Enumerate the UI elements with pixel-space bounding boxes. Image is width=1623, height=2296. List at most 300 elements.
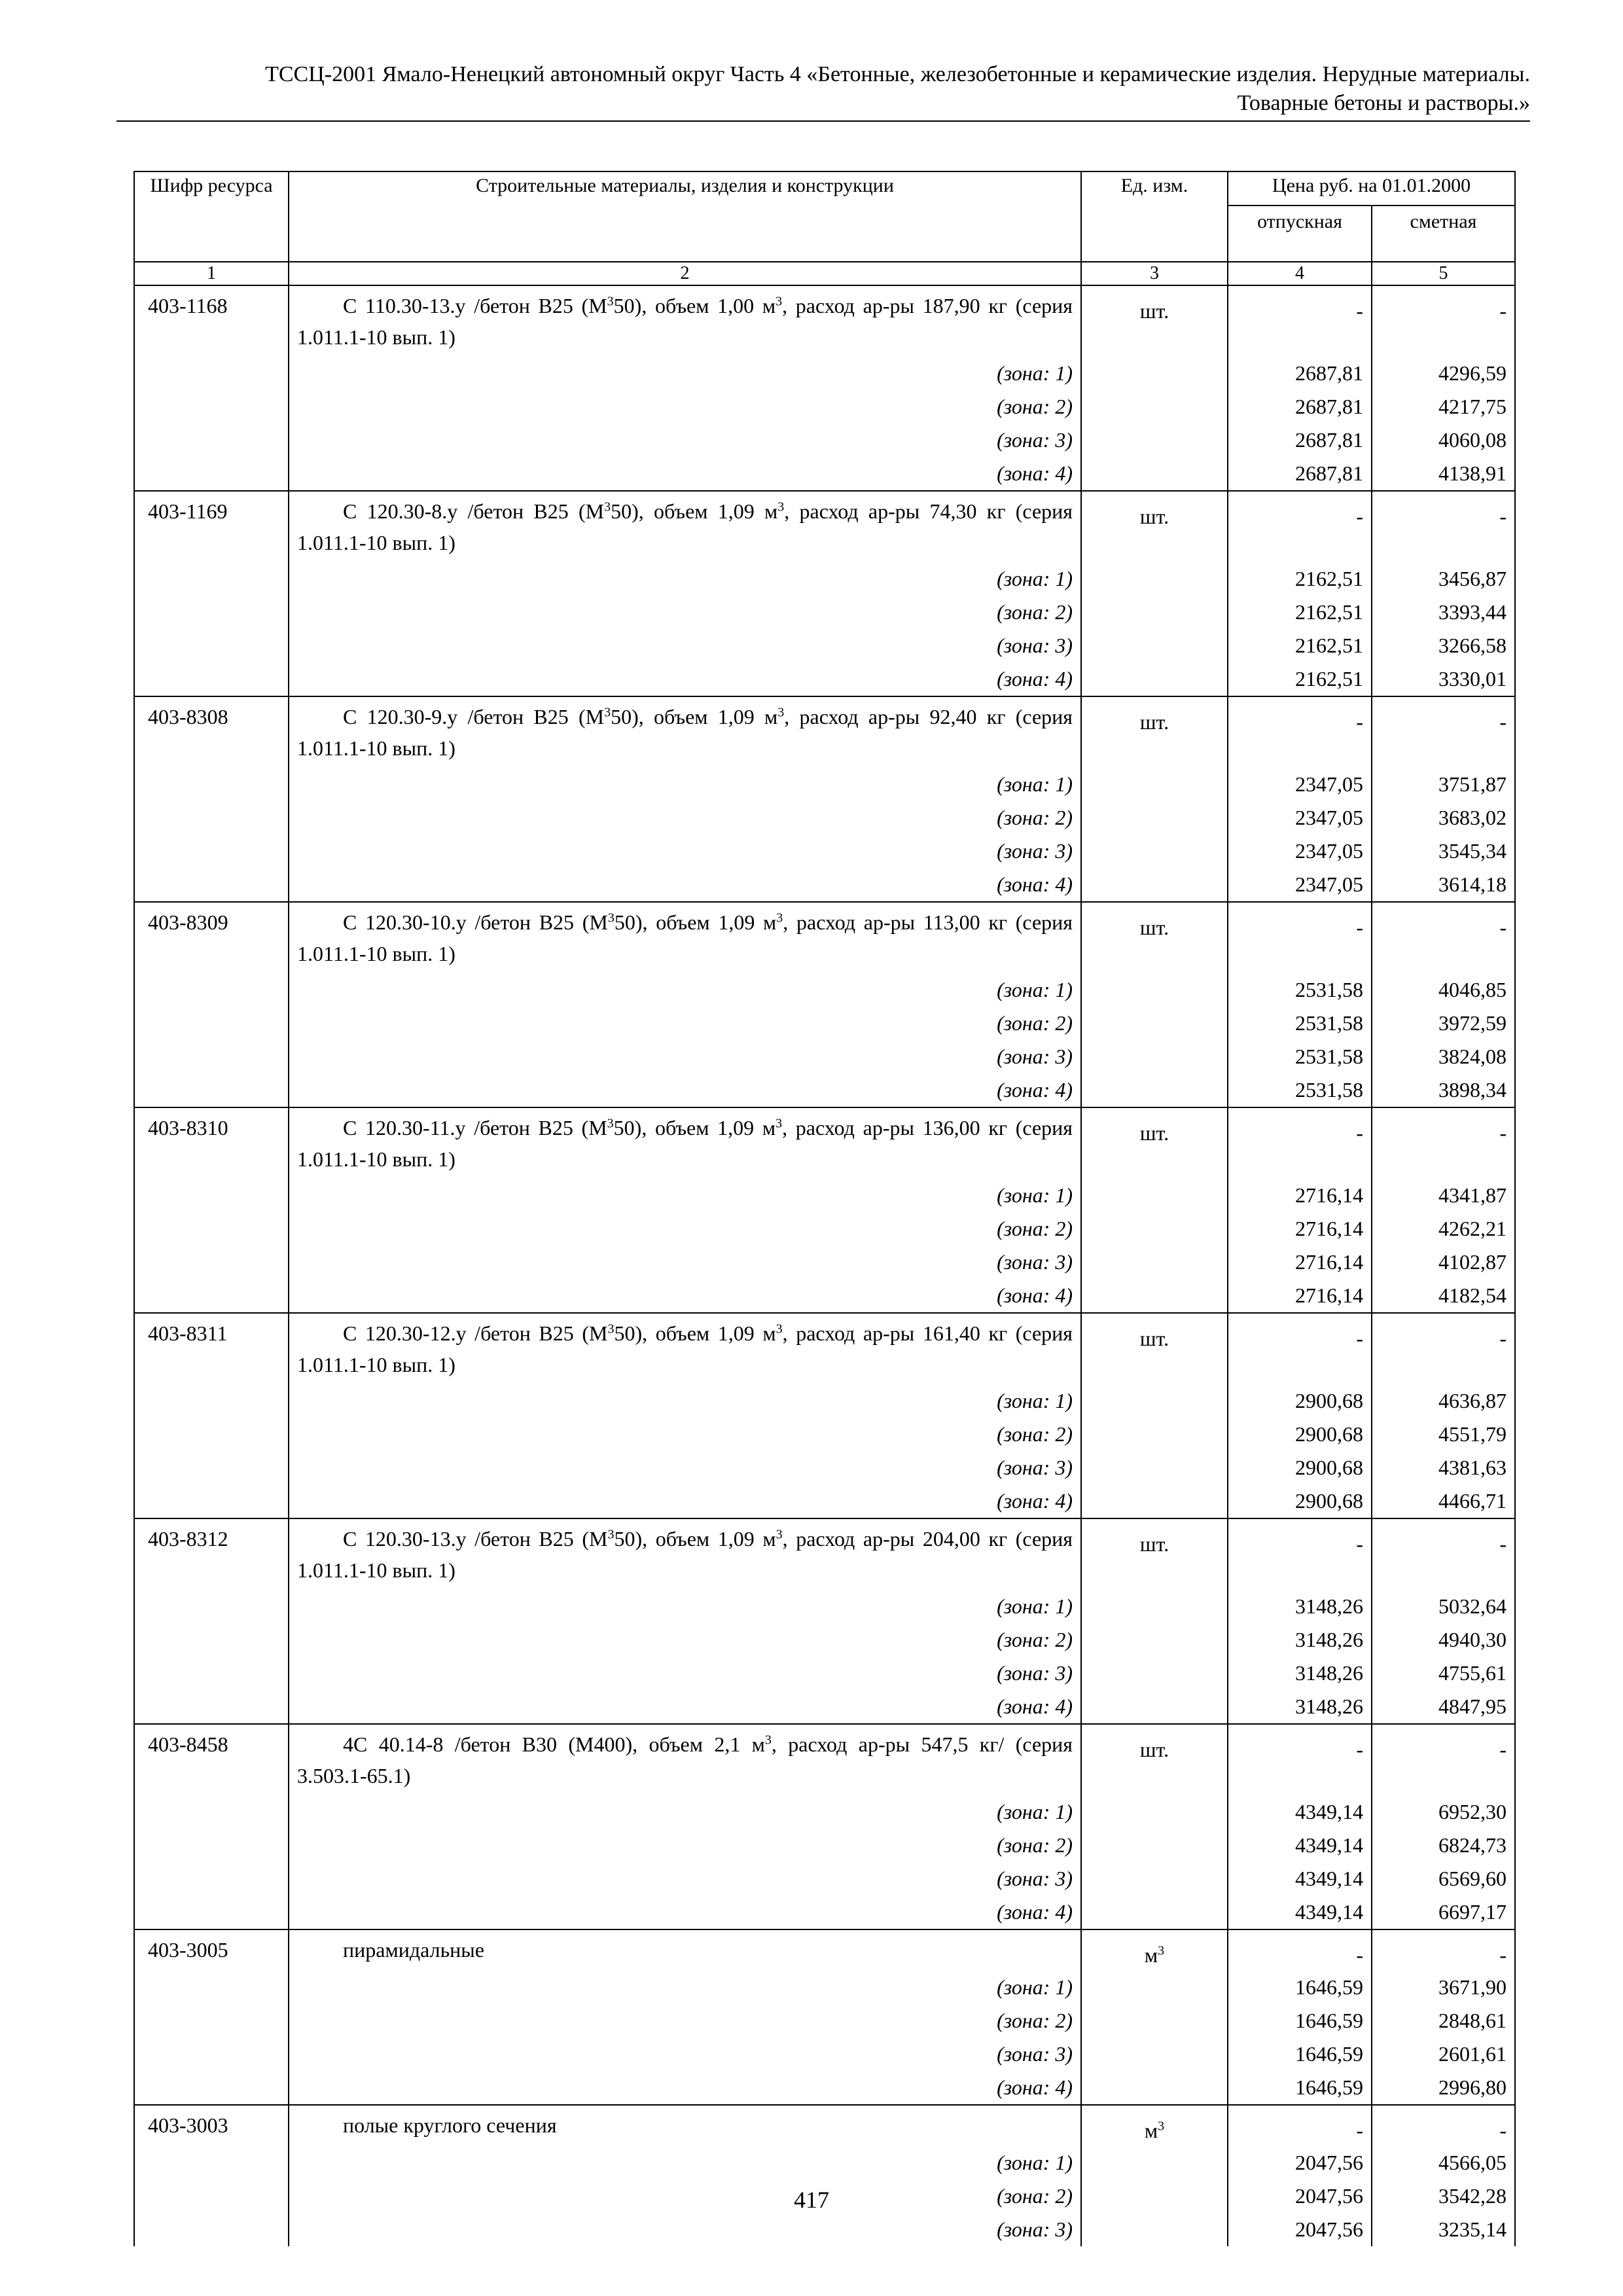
zone-unit-empty [1081, 1895, 1228, 1929]
price-table-body [134, 285, 1515, 2246]
column-number: 2 [289, 262, 1081, 285]
zone-label: (зона: 1) [289, 1795, 1081, 1829]
zone-release-price: 1646,59 [1228, 1971, 1372, 2004]
zone-row [134, 662, 1515, 696]
zone-estimate-price: 3393,44 [1372, 596, 1515, 629]
zone-release-price: 2531,58 [1228, 973, 1372, 1007]
material-description: С 120.30-8.у /бетон В25 $(М^350)$, объем 1,09 $м^3$, расход ар-ры 74,30 кг (серия 1.011.1-10 вып. 1) [289, 491, 1081, 562]
zone-code-empty [134, 868, 289, 902]
zone-label: (зона: 3) [289, 834, 1081, 868]
table-row [134, 491, 1515, 562]
zone-label: (зона: 3) [289, 629, 1081, 662]
zone-release-price: 3148,26 [1228, 1690, 1372, 1724]
zone-label: (зона: 4) [289, 2071, 1081, 2105]
zone-release-price: 2900,68 [1228, 1384, 1372, 1418]
material-description: С 120.30-10.у /бетон В25 $(М^350)$, объем 1,09 $м^3$, расход ар-ры 113,00 кг (серия 1.011.1-10 вып. 1) [289, 902, 1081, 973]
zone-unit-empty [1081, 629, 1228, 662]
zone-row [134, 2037, 1515, 2071]
zone-label: (зона: 2) [289, 1418, 1081, 1451]
zone-label: (зона: 4) [289, 1073, 1081, 1107]
zone-unit-empty [1081, 2071, 1228, 2105]
zone-label: (зона: 3) [289, 1657, 1081, 1690]
resource-code: 403-1168 [134, 285, 289, 357]
zone-unit-empty [1081, 1971, 1228, 2004]
zone-release-price: 3148,26 [1228, 1590, 1372, 1623]
zone-code-empty [134, 1623, 289, 1657]
estimate-price: - [1372, 2105, 1515, 2146]
resource-code: 403-8309 [134, 902, 289, 973]
zone-estimate-price: 3614,18 [1372, 868, 1515, 902]
header-rule [116, 120, 1530, 122]
estimate-price: - [1372, 902, 1515, 973]
zone-code-empty [134, 596, 289, 629]
zone-row [134, 457, 1515, 491]
unit-of-measure: шт. [1081, 1724, 1228, 1795]
zone-release-price: 1646,59 [1228, 2071, 1372, 2105]
zone-row [134, 868, 1515, 902]
zone-estimate-price: 3824,08 [1372, 1040, 1515, 1073]
zone-row [134, 1451, 1515, 1484]
release-price: - [1228, 902, 1372, 973]
zone-label: (зона: 3) [289, 1246, 1081, 1279]
zone-label: (зона: 2) [289, 1829, 1081, 1862]
zone-row [134, 629, 1515, 662]
release-price: - [1228, 1313, 1372, 1384]
column-number: 1 [134, 262, 289, 285]
zone-estimate-price: 4755,61 [1372, 1657, 1515, 1690]
header-estimate-price: сметная [1372, 206, 1515, 262]
zone-release-price: 2900,68 [1228, 1484, 1372, 1518]
header-materials: Строительные материалы, изделия и конструкции [289, 171, 1081, 262]
zone-unit-empty [1081, 2146, 1228, 2179]
zone-row [134, 1007, 1515, 1040]
zone-release-price: 2900,68 [1228, 1418, 1372, 1451]
zone-unit-empty [1081, 2037, 1228, 2071]
zone-code-empty [134, 1690, 289, 1724]
zone-release-price: 1646,59 [1228, 2037, 1372, 2071]
zone-row [134, 1862, 1515, 1895]
zone-label: (зона: 4) [289, 1484, 1081, 1518]
zone-unit-empty [1081, 457, 1228, 491]
zone-row [134, 1657, 1515, 1690]
unit-of-measure: шт. [1081, 1107, 1228, 1179]
unit-of-measure: шт. [1081, 902, 1228, 973]
zone-release-price: 4349,14 [1228, 1862, 1372, 1895]
table-row [134, 1929, 1515, 1971]
zone-estimate-price: 4138,91 [1372, 457, 1515, 491]
table-row [134, 696, 1515, 768]
header-release-price: отпускная [1228, 206, 1372, 262]
zone-row [134, 423, 1515, 457]
zone-release-price: 2047,56 [1228, 2213, 1372, 2246]
zone-row [134, 1484, 1515, 1518]
zone-label: (зона: 1) [289, 2146, 1081, 2179]
zone-label: (зона: 2) [289, 2004, 1081, 2037]
zone-row [134, 357, 1515, 390]
zone-release-price: 4349,14 [1228, 1829, 1372, 1862]
zone-row [134, 1384, 1515, 1418]
column-number: 5 [1372, 262, 1515, 285]
zone-row [134, 973, 1515, 1007]
zone-row [134, 1590, 1515, 1623]
zone-estimate-price: 3542,28 [1372, 2179, 1515, 2213]
zone-estimate-price: 3456,87 [1372, 562, 1515, 596]
zone-release-price: 2531,58 [1228, 1073, 1372, 1107]
resource-code: 403-8308 [134, 696, 289, 768]
zone-estimate-price: 6697,17 [1372, 1895, 1515, 1929]
zone-label: (зона: 2) [289, 1212, 1081, 1246]
zone-unit-empty [1081, 973, 1228, 1007]
zone-release-price: 2347,05 [1228, 768, 1372, 801]
zone-estimate-price: 6952,30 [1372, 1795, 1515, 1829]
zone-estimate-price: 4381,63 [1372, 1451, 1515, 1484]
zone-label: (зона: 3) [289, 1862, 1081, 1895]
zone-release-price: 2162,51 [1228, 596, 1372, 629]
zone-unit-empty [1081, 1007, 1228, 1040]
estimate-price: - [1372, 1313, 1515, 1384]
table-row [134, 902, 1515, 973]
resource-code: 403-8458 [134, 1724, 289, 1795]
unit-of-measure: шт. [1081, 1518, 1228, 1590]
zone-row [134, 1829, 1515, 1862]
zone-label: (зона: 2) [289, 1623, 1081, 1657]
zone-row [134, 1212, 1515, 1246]
table-row [134, 1724, 1515, 1795]
zone-code-empty [134, 1795, 289, 1829]
header-resource-code: Шифр ресурса [134, 171, 289, 262]
zone-code-empty [134, 357, 289, 390]
zone-label: (зона: 1) [289, 973, 1081, 1007]
zone-row [134, 2146, 1515, 2179]
zone-code-empty [134, 801, 289, 834]
running-header-line-2: Товарные бетоны и растворы.» [1237, 91, 1530, 115]
zone-estimate-price: 2848,61 [1372, 2004, 1515, 2037]
zone-unit-empty [1081, 2213, 1228, 2246]
zone-estimate-price: 3898,34 [1372, 1073, 1515, 1107]
zone-row [134, 562, 1515, 596]
zone-row [134, 2004, 1515, 2037]
zone-row [134, 1179, 1515, 1212]
zone-estimate-price: 2996,80 [1372, 2071, 1515, 2105]
zone-estimate-price: 3330,01 [1372, 662, 1515, 696]
zone-estimate-price: 4296,59 [1372, 357, 1515, 390]
zone-estimate-price: 3545,34 [1372, 834, 1515, 868]
release-price: - [1228, 1518, 1372, 1590]
zone-release-price: 2716,14 [1228, 1279, 1372, 1313]
zone-release-price: 2716,14 [1228, 1212, 1372, 1246]
zone-unit-empty [1081, 562, 1228, 596]
estimate-price: - [1372, 1107, 1515, 1179]
zone-row [134, 1795, 1515, 1829]
release-price: - [1228, 696, 1372, 768]
zone-release-price: 1646,59 [1228, 2004, 1372, 2037]
estimate-price: - [1372, 1929, 1515, 1971]
estimate-price: - [1372, 696, 1515, 768]
zone-label: (зона: 2) [289, 2179, 1081, 2213]
zone-code-empty [134, 2004, 289, 2037]
zone-release-price: 2531,58 [1228, 1007, 1372, 1040]
zone-code-empty [134, 2146, 289, 2179]
zone-estimate-price: 4102,87 [1372, 1246, 1515, 1279]
estimate-price: - [1372, 285, 1515, 357]
zone-unit-empty [1081, 1246, 1228, 1279]
release-price: - [1228, 1107, 1372, 1179]
zone-release-price: 4349,14 [1228, 1795, 1372, 1829]
zone-label: (зона: 1) [289, 768, 1081, 801]
zone-row [134, 1040, 1515, 1073]
resource-code: 403-1169 [134, 491, 289, 562]
unit-of-measure: $м^3$ [1081, 1929, 1228, 1971]
zone-estimate-price: 4060,08 [1372, 423, 1515, 457]
zone-code-empty [134, 1246, 289, 1279]
zone-unit-empty [1081, 2004, 1228, 2037]
zone-row [134, 596, 1515, 629]
zone-label: (зона: 1) [289, 1590, 1081, 1623]
zone-estimate-price: 3683,02 [1372, 801, 1515, 834]
zone-estimate-price: 4551,79 [1372, 1418, 1515, 1451]
zone-unit-empty [1081, 1484, 1228, 1518]
zone-code-empty [134, 1418, 289, 1451]
zone-code-empty [134, 562, 289, 596]
release-price: - [1228, 491, 1372, 562]
unit-of-measure: шт. [1081, 1313, 1228, 1384]
resource-code: 403-3005 [134, 1929, 289, 1971]
zone-unit-empty [1081, 1657, 1228, 1690]
zone-row [134, 1895, 1515, 1929]
zone-release-price: 2162,51 [1228, 562, 1372, 596]
zone-code-empty [134, 1451, 289, 1484]
zone-label: (зона: 1) [289, 357, 1081, 390]
zone-row [134, 1690, 1515, 1724]
release-price: - [1228, 285, 1372, 357]
zone-release-price: 2347,05 [1228, 801, 1372, 834]
zone-row [134, 1623, 1515, 1657]
zone-label: (зона: 2) [289, 1007, 1081, 1040]
zone-unit-empty [1081, 1590, 1228, 1623]
zone-unit-empty [1081, 1040, 1228, 1073]
zone-row [134, 390, 1515, 423]
zone-code-empty [134, 2213, 289, 2246]
zone-label: (зона: 4) [289, 457, 1081, 491]
zone-unit-empty [1081, 1384, 1228, 1418]
zone-code-empty [134, 1862, 289, 1895]
zone-release-price: 2687,81 [1228, 390, 1372, 423]
zone-release-price: 2900,68 [1228, 1451, 1372, 1484]
zone-release-price: 2687,81 [1228, 357, 1372, 390]
zone-code-empty [134, 1971, 289, 2004]
material-description: С 120.30-12.у /бетон В25 $(М^350)$, объем 1,09 $м^3$, расход ар-ры 161,40 кг (серия 1.011.1-10 вып. 1) [289, 1313, 1081, 1384]
zone-release-price: 2716,14 [1228, 1246, 1372, 1279]
zone-estimate-price: 4566,05 [1372, 2146, 1515, 2179]
zone-code-empty [134, 1657, 289, 1690]
table-row [134, 285, 1515, 357]
zone-estimate-price: 6569,60 [1372, 1862, 1515, 1895]
zone-unit-empty [1081, 1862, 1228, 1895]
zone-label: (зона: 3) [289, 2213, 1081, 2246]
zone-unit-empty [1081, 1451, 1228, 1484]
zone-label: (зона: 4) [289, 868, 1081, 902]
zone-code-empty [134, 629, 289, 662]
zone-unit-empty [1081, 1179, 1228, 1212]
zone-label: (зона: 3) [289, 1040, 1081, 1073]
zone-code-empty [134, 1007, 289, 1040]
material-description: С 120.30-9.у /бетон В25 $(М^350)$, объем 1,09 $м^3$, расход ар-ры 92,40 кг (серия 1.011.1-10 вып. 1) [289, 696, 1081, 768]
resource-code: 403-3003 [134, 2105, 289, 2146]
release-price: - [1228, 1724, 1372, 1795]
zone-estimate-price: 4847,95 [1372, 1690, 1515, 1724]
running-header-line-1: ТССЦ-2001 Ямало-Ненецкий автономный округ Часть 4 «Бетонные, железобетонные и керамические изделия. Нерудные материалы. [265, 62, 1530, 86]
zone-release-price: 2047,56 [1228, 2146, 1372, 2179]
header-unit: Ед. изм. [1081, 171, 1228, 262]
zone-unit-empty [1081, 1795, 1228, 1829]
zone-release-price: 4349,14 [1228, 1895, 1372, 1929]
zone-unit-empty [1081, 596, 1228, 629]
zone-unit-empty [1081, 768, 1228, 801]
material-description: полые круглого сечения [289, 2105, 1081, 2146]
zone-row [134, 834, 1515, 868]
estimate-price: - [1372, 1518, 1515, 1590]
material-description: С 120.30-13.у /бетон В25 $(М^350)$, объем 1,09 $м^3$, расход ар-ры 204,00 кг (серия 1.011.1-10 вып. 1) [289, 1518, 1081, 1590]
unit-of-measure: шт. [1081, 491, 1228, 562]
zone-row [134, 1279, 1515, 1313]
zone-estimate-price: 4262,21 [1372, 1212, 1515, 1246]
zone-code-empty [134, 1895, 289, 1929]
zone-unit-empty [1081, 1623, 1228, 1657]
zone-label: (зона: 2) [289, 801, 1081, 834]
zone-label: (зона: 3) [289, 1451, 1081, 1484]
zone-code-empty [134, 1179, 289, 1212]
zone-release-price: 2687,81 [1228, 423, 1372, 457]
zone-unit-empty [1081, 1279, 1228, 1313]
zone-row [134, 1246, 1515, 1279]
zone-label: (зона: 2) [289, 596, 1081, 629]
zone-estimate-price: 5032,64 [1372, 1590, 1515, 1623]
zone-code-empty [134, 390, 289, 423]
zone-release-price: 2162,51 [1228, 629, 1372, 662]
zone-unit-empty [1081, 1073, 1228, 1107]
material-description: 4С 40.14-8 /бетон В30 (М400), объем 2,1 $м^3$, расход ар-ры 547,5 кг/ (серия 3.503.1-65.1) [289, 1724, 1081, 1795]
zone-row [134, 1073, 1515, 1107]
zone-release-price: 2347,05 [1228, 868, 1372, 902]
zone-estimate-price: 4182,54 [1372, 1279, 1515, 1313]
zone-label: (зона: 2) [289, 390, 1081, 423]
zone-estimate-price: 6824,73 [1372, 1829, 1515, 1862]
zone-release-price: 2162,51 [1228, 662, 1372, 696]
zone-code-empty [134, 834, 289, 868]
zone-label: (зона: 1) [289, 1384, 1081, 1418]
unit-of-measure: шт. [1081, 285, 1228, 357]
zone-row [134, 1971, 1515, 2004]
price-table [134, 171, 1516, 2246]
zone-estimate-price: 3235,14 [1372, 2213, 1515, 2246]
zone-code-empty [134, 1073, 289, 1107]
page-number: 417 [794, 2187, 829, 2213]
material-description: С 120.30-11.у /бетон В25 $(М^350)$, объем 1,09 $м^3$, расход ар-ры 136,00 кг (серия 1.011.1-10 вып. 1) [289, 1107, 1081, 1179]
estimate-price: - [1372, 491, 1515, 562]
zone-code-empty [134, 1212, 289, 1246]
zone-code-empty [134, 2071, 289, 2105]
zone-unit-empty [1081, 1418, 1228, 1451]
zone-code-empty [134, 1484, 289, 1518]
zone-unit-empty [1081, 662, 1228, 696]
zone-code-empty [134, 1590, 289, 1623]
zone-row [134, 2071, 1515, 2105]
zone-release-price: 2047,56 [1228, 2179, 1372, 2213]
zone-estimate-price: 4341,87 [1372, 1179, 1515, 1212]
zone-row [134, 801, 1515, 834]
zone-row [134, 2213, 1515, 2246]
zone-release-price: 2687,81 [1228, 457, 1372, 491]
zone-unit-empty [1081, 1690, 1228, 1724]
zone-unit-empty [1081, 423, 1228, 457]
resource-code: 403-8310 [134, 1107, 289, 1179]
zone-unit-empty [1081, 801, 1228, 834]
zone-label: (зона: 4) [289, 1690, 1081, 1724]
zone-code-empty [134, 457, 289, 491]
zone-unit-empty [1081, 1829, 1228, 1862]
zone-unit-empty [1081, 390, 1228, 423]
zone-unit-empty [1081, 868, 1228, 902]
zone-label: (зона: 3) [289, 2037, 1081, 2071]
zone-label: (зона: 1) [289, 562, 1081, 596]
zone-label: (зона: 4) [289, 1895, 1081, 1929]
zone-estimate-price: 4940,30 [1372, 1623, 1515, 1657]
zone-estimate-price: 3671,90 [1372, 1971, 1515, 2004]
zone-estimate-price: 4466,71 [1372, 1484, 1515, 1518]
material-description: пирамидальные [289, 1929, 1081, 1971]
zone-release-price: 3148,26 [1228, 1623, 1372, 1657]
release-price: - [1228, 1929, 1372, 1971]
estimate-price: - [1372, 1724, 1515, 1795]
zone-release-price: 3148,26 [1228, 1657, 1372, 1690]
zone-row [134, 768, 1515, 801]
unit-of-measure: шт. [1081, 696, 1228, 768]
zone-code-empty [134, 973, 289, 1007]
resource-code: 403-8312 [134, 1518, 289, 1590]
price-table-header [134, 171, 1515, 285]
zone-release-price: 2531,58 [1228, 1040, 1372, 1073]
zone-release-price: 2716,14 [1228, 1179, 1372, 1212]
header-price-group: Цена руб. на 01.01.2000 [1228, 171, 1515, 206]
material-description: С 110.30-13.у /бетон В25 $(М^350)$, объем 1,00 $м^3$, расход ар-ры 187,90 кг (серия 1.011.1-10 вып. 1) [289, 285, 1081, 357]
table-row [134, 1313, 1515, 1384]
zone-estimate-price: 3751,87 [1372, 768, 1515, 801]
zone-unit-empty [1081, 834, 1228, 868]
column-number: 3 [1081, 262, 1228, 285]
zone-estimate-price: 3266,58 [1372, 629, 1515, 662]
zone-code-empty [134, 1384, 289, 1418]
zone-code-empty [134, 1040, 289, 1073]
zone-release-price: 2347,05 [1228, 834, 1372, 868]
zone-unit-empty [1081, 1212, 1228, 1246]
zone-code-empty [134, 1829, 289, 1862]
zone-estimate-price: 2601,61 [1372, 2037, 1515, 2071]
table-row [134, 1107, 1515, 1179]
zone-code-empty [134, 1279, 289, 1313]
zone-estimate-price: 3972,59 [1372, 1007, 1515, 1040]
column-number: 4 [1228, 262, 1372, 285]
zone-code-empty [134, 2037, 289, 2071]
zone-estimate-price: 4046,85 [1372, 973, 1515, 1007]
zone-code-empty [134, 662, 289, 696]
zone-estimate-price: 4217,75 [1372, 390, 1515, 423]
table-row [134, 2105, 1515, 2146]
zone-code-empty [134, 423, 289, 457]
table-row [134, 1518, 1515, 1590]
zone-label: (зона: 4) [289, 662, 1081, 696]
zone-estimate-price: 4636,87 [1372, 1384, 1515, 1418]
unit-of-measure: $м^3$ [1081, 2105, 1228, 2146]
